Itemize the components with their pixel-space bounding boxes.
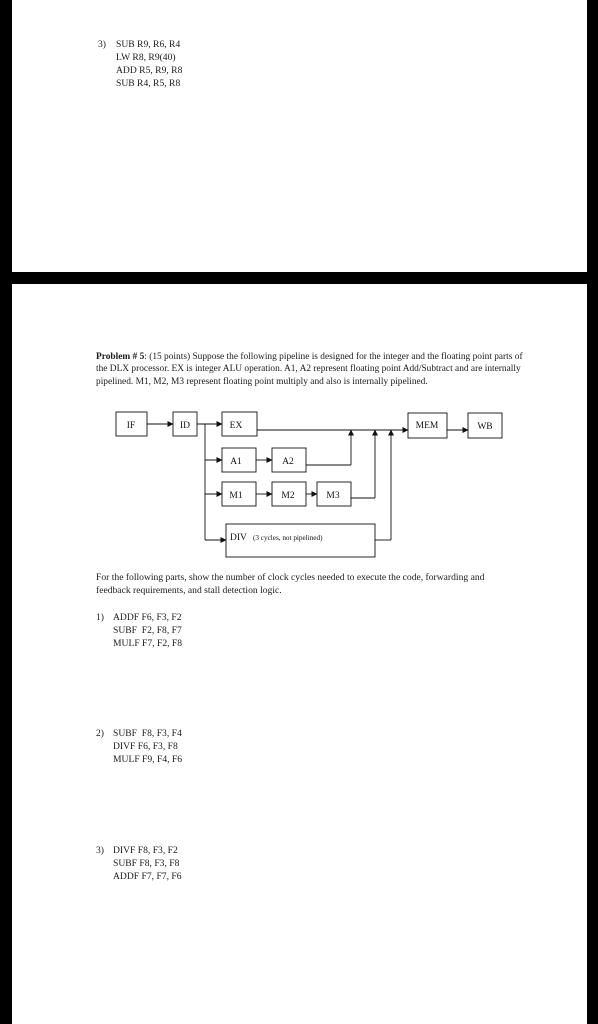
item-number: 3) [98, 39, 106, 50]
pipeline-diagram [12, 284, 587, 1024]
instructions-text: For the following parts, show the number of clock cycles needed to execute the code, forwarding and feedback requirements, and stall detection logic. [96, 572, 485, 596]
problem-label: Problem # 5 [96, 352, 145, 362]
part-number: 1) [96, 612, 104, 623]
code-line: MULF F7, F2, F8 [113, 638, 183, 649]
page-bottom [12, 284, 587, 1024]
problem-text: : (15 points) Suppose the following pipeline is designed for the integer and the floating point parts of the DLX processor. EX is integer ALU operation. A1, A2 represent floating point Add/Subtract and are internally pipelined. M1, M2, M3 represent floating point multiply and also is internally pipelined. [96, 352, 523, 387]
stage-m3-label: M3 [326, 491, 340, 501]
code-line: SUBF F8, F3, F4 [113, 728, 182, 739]
stage-wb-label: WB [477, 422, 493, 432]
stage-ex-label: EX [229, 421, 243, 431]
code-line: ADD R5, R9, R8 [116, 65, 183, 76]
stage-a1-label: A1 [230, 457, 242, 467]
page-top [12, 0, 587, 272]
stage-m1-label: M1 [229, 491, 243, 501]
part-number: 3) [96, 845, 104, 856]
code-line: DIVF F8, F3, F2 [113, 845, 178, 856]
stage-id-label: ID [179, 421, 191, 431]
code-line: SUB R9, R6, R4 [116, 39, 181, 50]
code-line: ADDF F7, F7, F6 [113, 871, 182, 882]
stage-div-note: (3 cycles, not pipelined) [253, 534, 323, 542]
stage-m2-label: M2 [281, 491, 295, 501]
stage-if-label: IF [126, 421, 136, 431]
stage-a2-label: A2 [282, 457, 294, 467]
part-number: 2) [96, 728, 104, 739]
stage-mem-label: MEM [415, 421, 439, 431]
code-line: SUB R4, R5, R8 [116, 78, 181, 89]
code-line: LW R8, R9(40) [116, 52, 176, 63]
code-line: SUBF F2, F8, F7 [113, 625, 182, 636]
code-line: DIVF F6, F3, F8 [113, 741, 178, 752]
code-line: ADDF F6, F3, F2 [113, 612, 182, 623]
code-line: SUBF F8, F3, F8 [113, 858, 180, 869]
stage-div-label: DIV [230, 533, 247, 543]
code-line: MULF F9, F4, F6 [113, 754, 183, 765]
